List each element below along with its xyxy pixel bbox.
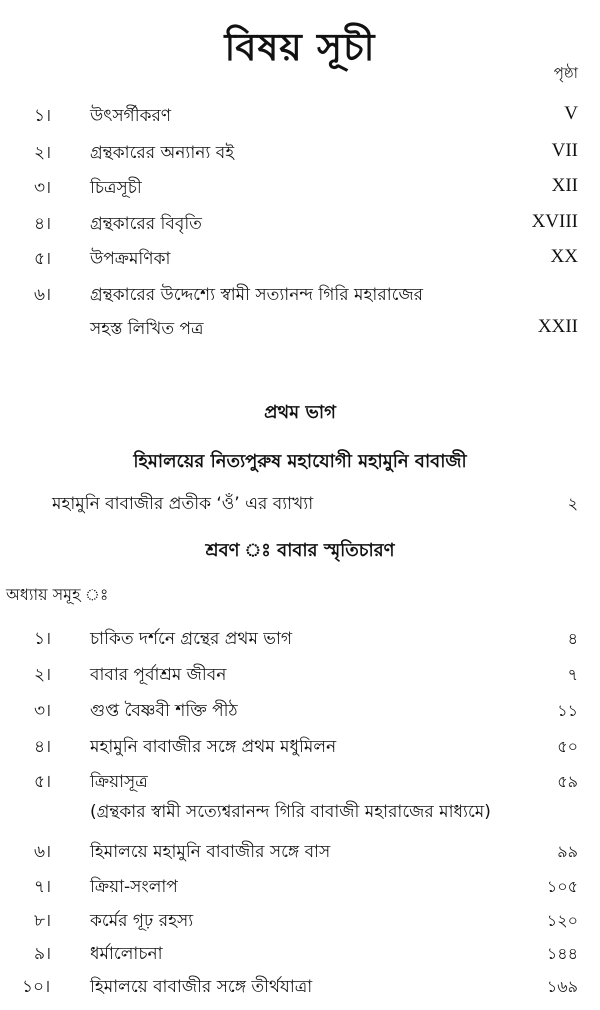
- item-page: ৭: [567, 665, 578, 684]
- section-title: শ্রবণ ঃ বাবার স্মৃতিচারণ: [205, 540, 395, 561]
- item-text: চিত্রসূচী: [90, 178, 142, 198]
- item-page: XII: [551, 175, 578, 196]
- item-number: ২।: [34, 665, 52, 685]
- item-text: মহামুনি বাবাজীর প্রতীক ‘ওঁ’ এর ব্যাখ্যা: [52, 494, 314, 514]
- item-text: ধর্মালোচনা: [90, 944, 163, 964]
- item-page: ৫৯: [557, 772, 578, 791]
- item-page: ১১: [557, 701, 578, 720]
- item-text: গ্রন্থকারের বিবৃতি: [90, 214, 202, 234]
- item-page: XVIII: [531, 211, 578, 232]
- item-page: ৫০: [557, 737, 578, 756]
- page-column-label: পৃষ্ঠা: [553, 64, 578, 82]
- item-number: ৬।: [34, 285, 52, 305]
- item-number: ৫।: [34, 249, 52, 269]
- item-text: কর্মের গূঢ় রহস্য: [90, 911, 194, 931]
- item-page: ১০৫: [546, 877, 578, 896]
- part-title: প্রথম ভাগ: [264, 402, 336, 423]
- item-page: ১২০: [546, 911, 578, 930]
- item-page: ১৬৯: [546, 977, 578, 996]
- item-text: চাকিত দর্শনে গ্রন্থের প্রথম ভাগ: [90, 629, 293, 649]
- item-number: ১।: [34, 629, 52, 649]
- item-text: উপক্রমণিকা: [90, 249, 171, 269]
- item-page: ৪: [567, 629, 578, 648]
- item-number: ৪।: [34, 214, 52, 234]
- item-text: ক্রিয়াসূত্র: [90, 772, 148, 792]
- item-number: ৫।: [34, 772, 52, 792]
- chapters-heading: অধ্যায় সমূহ ঃ: [6, 585, 109, 604]
- item-text: হিমালয়ে মহামুনি বাবাজীর সঙ্গে বাস: [90, 842, 331, 862]
- item-text: বাবার পূর্বাশ্রম জীবন: [90, 665, 227, 685]
- item-page: V: [564, 103, 578, 124]
- item-text: গুপ্ত বৈষ্ণবী শক্তি পীঠ: [90, 701, 238, 721]
- item-text: গ্রন্থকারের উদ্দেশ্যে স্বামী সত্যানন্দ গিরি মহারাজের: [90, 285, 424, 305]
- page-title: বিষয় সূচী: [224, 25, 376, 69]
- item-text: মহামুনি বাবাজীর সঙ্গে প্রথম মধুমিলন: [90, 737, 337, 757]
- item-page: ৯৯: [557, 842, 578, 861]
- item-number: ৬।: [34, 842, 52, 862]
- item-number: ১।: [34, 106, 52, 126]
- item-page: ১৪৪: [546, 944, 578, 963]
- item-page: VII: [551, 140, 578, 161]
- item-page: XXII: [537, 316, 578, 337]
- item-text: সহস্ত লিখিত পত্র: [90, 319, 204, 339]
- item-number: ৩।: [34, 178, 52, 198]
- item-number: ২।: [34, 143, 52, 163]
- item-number: ৪।: [34, 737, 52, 757]
- part-subtitle: হিমালয়ের নিত্যপুরুষ মহাযোগী মহামুনি বাবাজী: [133, 451, 467, 472]
- item-text: উৎসর্গীকরণ: [90, 106, 172, 126]
- item-number: ৩।: [34, 701, 52, 721]
- item-page: ২: [567, 494, 578, 513]
- item-number: ৭।: [34, 877, 52, 897]
- item-text: ক্রিয়া-সংলাপ: [90, 877, 178, 897]
- item-number: ৮।: [34, 911, 52, 931]
- item-text: হিমালয়ে বাবাজীর সঙ্গে তীর্থযাত্রা: [90, 977, 313, 997]
- item-number: ১০।: [22, 977, 51, 997]
- item-text: (গ্রন্থকার স্বামী সত্যেশ্বরানন্দ গিরি বাবাজী মহারাজের মাধ্যমে): [90, 802, 491, 822]
- item-page: XX: [550, 246, 578, 267]
- item-number: ৯।: [34, 944, 52, 964]
- item-text: গ্রন্থকারের অন্যান্য বই: [90, 143, 235, 163]
